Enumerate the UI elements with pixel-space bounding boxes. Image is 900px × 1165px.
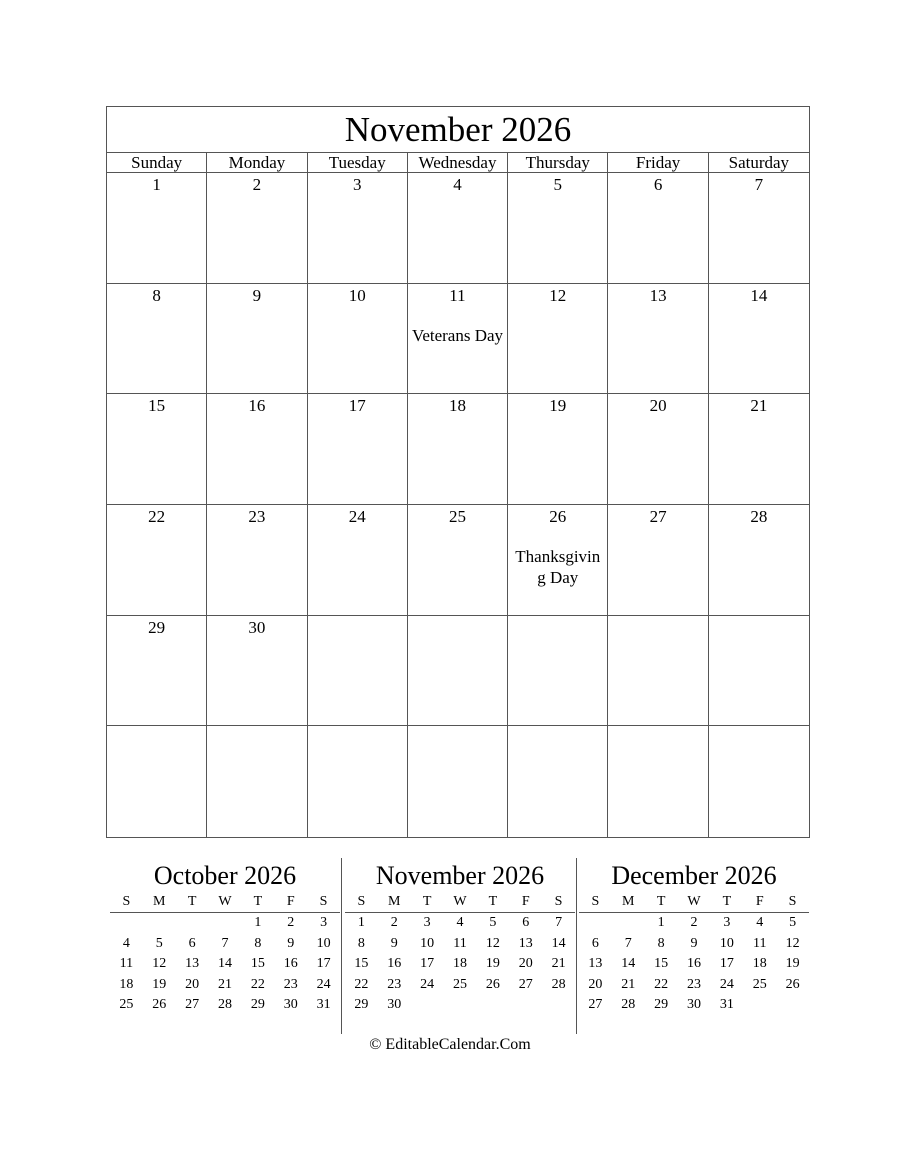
mini-day — [143, 913, 176, 934]
weekday-label: Tuesday — [308, 153, 408, 173]
mini-day: 1 — [254, 915, 262, 930]
day-cell — [408, 394, 508, 505]
mini-day — [579, 913, 612, 934]
day-cell — [408, 173, 508, 284]
mini-weekday-label: T — [710, 892, 743, 913]
mini-day: 2 — [390, 915, 398, 930]
mini-day: 26 — [485, 976, 500, 992]
mini-calendar-november — [345, 860, 575, 1016]
mini-day: 28 — [551, 976, 566, 992]
mini-day: 19 — [152, 976, 167, 992]
mini-day: 5 — [789, 915, 797, 930]
day-number: 10 — [348, 285, 366, 305]
mini-day: 23 — [387, 976, 402, 992]
mini-day: 14 — [217, 956, 232, 972]
mini-calendar-grid — [579, 892, 809, 1016]
mini-day: 9 — [690, 935, 698, 951]
mini-day: 15 — [354, 956, 369, 972]
mini-day: 7 — [221, 935, 229, 951]
day-grid — [107, 173, 809, 837]
mini-day: 30 — [387, 997, 402, 1013]
day-number: 12 — [549, 285, 567, 305]
mini-weekday-label: M — [143, 892, 176, 913]
day-cell — [308, 726, 408, 837]
day-cell — [709, 394, 809, 505]
mini-day: 18 — [752, 956, 767, 972]
mini-day: 2 — [690, 915, 698, 930]
day-cell — [508, 505, 608, 616]
mini-day: 10 — [719, 935, 734, 951]
mini-day: 27 — [518, 976, 533, 992]
day-cell — [408, 726, 508, 837]
holiday-label: Thanksgiving Day — [515, 546, 601, 587]
day-cell — [709, 505, 809, 616]
day-number: 11 — [449, 285, 466, 305]
mini-day: 12 — [485, 935, 500, 951]
mini-weekday-label: F — [743, 892, 776, 913]
mini-weekday-label: T — [645, 892, 678, 913]
mini-weekday-label: S — [579, 892, 612, 913]
weekday-label: Sunday — [107, 153, 207, 173]
mini-day: 13 — [518, 935, 533, 951]
mini-calendar-december — [579, 860, 809, 1016]
mini-calendar-grid — [110, 892, 340, 1016]
mini-day: 4 — [756, 915, 764, 930]
mini-day: 13 — [185, 956, 200, 972]
day-number: 27 — [649, 506, 667, 526]
main-calendar — [106, 106, 810, 838]
mini-day: 20 — [185, 976, 200, 992]
day-cell — [107, 505, 207, 616]
day-cell — [408, 616, 508, 727]
mini-weekday-label: S — [110, 892, 143, 913]
day-number: 9 — [252, 285, 262, 305]
day-cell — [408, 284, 508, 395]
mini-day: 11 — [119, 956, 134, 972]
mini-day: 15 — [654, 956, 669, 972]
mini-day: 10 — [420, 935, 435, 951]
day-cell — [107, 173, 207, 284]
day-cell — [107, 284, 207, 395]
mini-day: 3 — [723, 915, 731, 930]
weekday-label: Wednesday — [408, 153, 508, 173]
day-cell — [308, 284, 408, 395]
day-cell — [207, 173, 307, 284]
day-number: 21 — [750, 396, 768, 416]
mini-day: 23 — [686, 976, 701, 992]
mini-day: 14 — [621, 956, 636, 972]
mini-day: 26 — [152, 997, 167, 1013]
mini-day: 26 — [785, 976, 800, 992]
mini-day: 22 — [654, 976, 669, 992]
mini-weekday-label: M — [378, 892, 411, 913]
day-cell — [107, 394, 207, 505]
mini-day: 8 — [657, 935, 665, 951]
mini-day: 11 — [453, 935, 467, 951]
mini-day: 8 — [254, 935, 262, 951]
mini-day: 21 — [621, 976, 636, 992]
weekday-header-row — [107, 153, 809, 173]
mini-day: 30 — [283, 997, 298, 1013]
copyright-footer: © EditableCalendar.Com — [369, 1036, 531, 1053]
mini-weekday-label: F — [509, 892, 542, 913]
mini-day: 11 — [752, 935, 767, 951]
day-cell — [608, 173, 708, 284]
day-cell — [107, 726, 207, 837]
mini-day: 6 — [591, 935, 599, 951]
mini-day: 7 — [624, 935, 632, 951]
mini-weekday-label: T — [176, 892, 209, 913]
day-cell — [308, 505, 408, 616]
day-cell — [709, 616, 809, 727]
mini-day — [209, 913, 242, 934]
day-number: 18 — [448, 396, 466, 416]
mini-weekday-label: M — [612, 892, 645, 913]
day-cell — [207, 505, 307, 616]
mini-day: 18 — [452, 956, 467, 972]
day-cell — [308, 173, 408, 284]
mini-day: 10 — [316, 935, 331, 951]
day-number: 7 — [754, 175, 764, 194]
mini-day: 29 — [354, 997, 369, 1013]
mini-weekday-label: S — [776, 892, 809, 913]
day-number: 8 — [152, 285, 161, 305]
mini-day: 17 — [316, 956, 331, 972]
mini-day: 14 — [551, 935, 566, 951]
mini-day: 21 — [217, 976, 232, 992]
mini-divider — [576, 858, 577, 1034]
weekday-label: Friday — [608, 153, 708, 173]
day-number: 23 — [248, 506, 266, 526]
mini-day: 28 — [217, 997, 232, 1013]
weekday-label: Monday — [207, 153, 307, 173]
mini-day: 21 — [551, 956, 566, 972]
mini-day: 3 — [320, 915, 328, 930]
mini-day: 4 — [456, 915, 464, 930]
mini-day: 12 — [152, 956, 167, 972]
day-number: 25 — [448, 506, 466, 526]
mini-day: 16 — [283, 956, 298, 972]
day-number: 13 — [649, 285, 667, 305]
day-number: 28 — [750, 506, 768, 526]
mini-divider — [341, 858, 342, 1034]
mini-weekday-label: T — [476, 892, 509, 913]
day-number: 6 — [653, 175, 663, 194]
mini-day: 4 — [122, 935, 130, 951]
mini-day: 16 — [686, 956, 701, 972]
day-number: 26 — [549, 506, 567, 526]
day-cell — [709, 726, 809, 837]
mini-day: 17 — [719, 956, 734, 972]
day-cell — [508, 394, 608, 505]
day-cell — [107, 616, 207, 727]
day-cell — [608, 616, 708, 727]
day-cell — [207, 726, 307, 837]
day-cell — [207, 394, 307, 505]
mini-weekday-label: T — [241, 892, 274, 913]
day-number: 19 — [549, 396, 567, 416]
mini-day: 24 — [719, 976, 734, 992]
day-number: 14 — [750, 285, 768, 305]
day-number: 20 — [649, 396, 667, 416]
day-number: 3 — [352, 175, 362, 194]
mini-day: 29 — [654, 997, 669, 1013]
day-cell — [207, 284, 307, 395]
mini-day: 3 — [423, 915, 431, 930]
day-cell — [408, 505, 508, 616]
mini-day: 2 — [287, 915, 295, 930]
mini-day — [612, 913, 645, 934]
mini-weekday-label: S — [542, 892, 575, 913]
day-cell — [308, 616, 408, 727]
day-cell — [508, 616, 608, 727]
mini-day: 19 — [785, 956, 800, 972]
day-cell — [709, 284, 809, 395]
mini-day: 16 — [387, 956, 402, 972]
mini-day: 23 — [283, 976, 298, 992]
calendar-title: November 2026 — [107, 107, 809, 153]
day-cell — [508, 173, 608, 284]
mini-calendar-title: October 2026 — [153, 861, 297, 890]
day-number: 22 — [148, 506, 166, 526]
day-number: 29 — [148, 617, 166, 637]
day-cell — [709, 173, 809, 284]
mini-day: 5 — [489, 915, 497, 930]
mini-day: 25 — [452, 976, 467, 992]
day-number: 16 — [248, 396, 266, 416]
day-cell — [608, 505, 708, 616]
mini-day: 31 — [316, 997, 331, 1013]
mini-day — [110, 913, 143, 934]
day-cell — [608, 394, 708, 505]
day-number: 5 — [553, 175, 563, 194]
mini-day: 13 — [588, 956, 603, 972]
mini-day: 29 — [250, 997, 265, 1013]
mini-calendar-title: November 2026 — [375, 861, 545, 890]
day-cell — [207, 616, 307, 727]
day-cell — [308, 394, 408, 505]
mini-day: 19 — [485, 956, 500, 972]
mini-day: 8 — [357, 935, 365, 951]
day-cell — [608, 284, 708, 395]
day-number: 15 — [148, 396, 166, 416]
mini-day: 24 — [316, 976, 331, 992]
mini-day: 17 — [420, 956, 435, 972]
weekday-label: Saturday — [728, 153, 790, 172]
mini-day: 1 — [357, 915, 365, 930]
mini-day — [176, 913, 209, 934]
mini-calendar-grid — [345, 892, 575, 1016]
mini-day: 20 — [518, 956, 533, 972]
mini-day: 15 — [250, 956, 265, 972]
mini-day: 22 — [354, 976, 369, 992]
mini-weekday-label: W — [209, 892, 242, 913]
holiday-label: Veterans Day — [411, 325, 504, 345]
day-number: 30 — [248, 617, 266, 637]
mini-day: 25 — [752, 976, 767, 992]
mini-day: 22 — [250, 976, 265, 992]
mini-day: 6 — [522, 915, 530, 930]
mini-day: 6 — [188, 935, 196, 951]
mini-day: 31 — [719, 997, 734, 1013]
weekday-label: Thursday — [508, 153, 608, 173]
day-number: 4 — [453, 175, 462, 194]
day-cell — [508, 726, 608, 837]
mini-weekday-label: W — [678, 892, 711, 913]
mini-calendar-title: December 2026 — [611, 861, 777, 890]
mini-day: 24 — [420, 976, 435, 992]
day-number: 24 — [348, 506, 366, 526]
mini-weekday-label: S — [307, 892, 340, 913]
mini-day: 27 — [588, 997, 603, 1013]
mini-weekday-label: F — [274, 892, 307, 913]
mini-day: 9 — [287, 935, 295, 951]
mini-weekday-label: W — [444, 892, 477, 913]
mini-day: 25 — [119, 997, 134, 1013]
mini-day: 9 — [390, 935, 398, 951]
mini-weekday-label: S — [345, 892, 378, 913]
day-cell — [508, 284, 608, 395]
mini-day: 18 — [119, 976, 134, 992]
mini-calendar-october — [110, 860, 340, 1016]
mini-day: 27 — [185, 997, 200, 1013]
mini-day: 12 — [785, 935, 800, 951]
day-number: 17 — [348, 396, 366, 416]
day-number: 1 — [152, 175, 161, 194]
day-cell — [608, 726, 708, 837]
mini-day: 5 — [155, 935, 163, 951]
mini-day: 28 — [621, 997, 636, 1013]
day-number: 2 — [252, 175, 262, 194]
mini-weekday-label: T — [411, 892, 444, 913]
mini-day: 1 — [657, 915, 665, 930]
mini-day: 30 — [686, 997, 701, 1013]
mini-day: 7 — [555, 915, 563, 930]
mini-day: 20 — [588, 976, 603, 992]
